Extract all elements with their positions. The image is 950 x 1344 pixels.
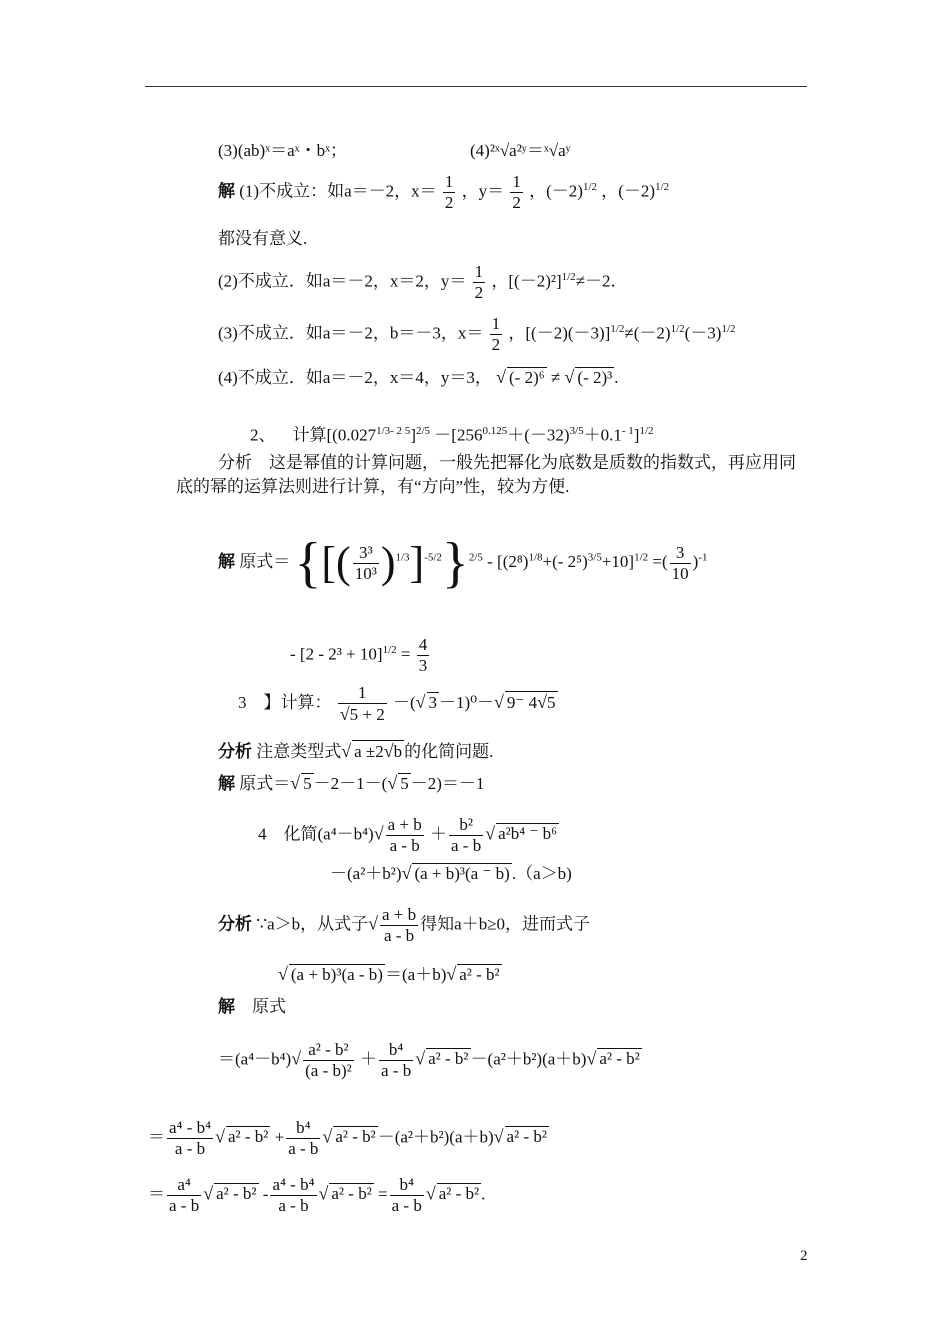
radicand: (a + b)³(a ⁻ b): [414, 864, 510, 883]
radicand-part: 9⁻ 4: [506, 692, 538, 712]
fraction: [167, 1175, 201, 1216]
text: 都没有意义.: [218, 229, 308, 248]
text: +10]: [601, 551, 635, 571]
radical-sign: √: [401, 863, 412, 883]
text: (－3): [684, 323, 722, 343]
fraction: [353, 543, 379, 584]
fraction: [303, 1040, 354, 1081]
analysis-label: 分析: [218, 742, 252, 761]
radicand: 5: [303, 774, 312, 793]
radical-sign: √: [341, 741, 352, 761]
line-20: [218, 1040, 642, 1081]
exponent: - 1: [621, 425, 634, 437]
fraction: [386, 815, 424, 856]
exponent: 2/5: [468, 551, 483, 564]
fraction: [449, 815, 483, 856]
radical-sign: √: [215, 1126, 225, 1147]
num: 4: [418, 635, 428, 654]
text: 底的幂的运算法则进行计算，有“方向”性，较为方便.: [176, 477, 570, 496]
radicand: a² - b²: [335, 1127, 376, 1147]
line-11: [290, 635, 431, 676]
den: a - b: [389, 836, 420, 855]
den: a - b: [391, 1196, 422, 1215]
exponent: 1/2: [721, 322, 736, 335]
line-22: [148, 1175, 485, 1216]
exponent: 3/5: [569, 425, 584, 437]
radicand: a² - b²: [227, 1127, 269, 1147]
line-10: [218, 532, 708, 594]
text: －(: [392, 692, 416, 712]
radical-sign: √: [446, 964, 457, 984]
solution-label: 解: [218, 774, 235, 793]
line-6: [218, 366, 619, 389]
fraction: [167, 1118, 213, 1159]
exponent: -1: [698, 551, 708, 564]
fraction: [380, 905, 418, 946]
radicand: (- 2)⁶: [509, 368, 545, 387]
line-1: [218, 140, 347, 162]
den: 2: [444, 193, 454, 212]
den: 2: [491, 335, 501, 354]
radical-sign: √: [485, 823, 496, 844]
page-number: 2: [800, 1248, 808, 1264]
radicand: a² - b²: [459, 965, 500, 984]
den: a - b: [288, 1139, 319, 1158]
text: -: [262, 1184, 269, 1204]
text: (3)不成立．如a＝－2，b＝－3，x＝: [218, 323, 484, 343]
line-12: [238, 683, 558, 725]
text: +(- 2⁵): [542, 551, 588, 571]
radical-sign: √: [290, 773, 301, 793]
text: +: [274, 1127, 285, 1147]
radical-sign: √: [373, 823, 384, 844]
solution-label: 解: [218, 997, 235, 1016]
num: b⁴: [390, 1175, 424, 1196]
exponent: 1/3: [376, 425, 391, 437]
radical-sign: √: [415, 691, 426, 712]
num: a² - b²: [303, 1040, 354, 1061]
radicand: (- 2)³: [577, 368, 613, 387]
num: 1: [444, 172, 454, 191]
radical-sign: √: [387, 773, 398, 793]
fraction: [417, 635, 430, 676]
exponent: 1/2: [582, 180, 598, 193]
den: 10: [671, 563, 689, 583]
radical-sign: √: [425, 1183, 436, 1204]
text: 分析 这是幂值的计算问题，一般先把幂化为底数是质数的指数式，再应用同: [218, 453, 796, 472]
fraction: [490, 314, 503, 355]
exponent: -5/2: [424, 551, 442, 564]
text: - [(2⁸): [487, 551, 529, 571]
text: ＝: [148, 1184, 165, 1204]
den: 10³: [354, 563, 377, 583]
text: －1)⁰－: [439, 692, 495, 712]
fraction: [510, 172, 523, 213]
text: ＝: [148, 1127, 165, 1147]
radicand: a² - b²: [506, 1127, 547, 1147]
exponent: 0.125: [482, 425, 508, 437]
radicand: a² - b²: [428, 1049, 469, 1069]
den: [338, 704, 387, 725]
radicand-part: a ±2: [354, 742, 384, 761]
den: a - b: [381, 1061, 412, 1080]
text: －(a²＋b²): [330, 864, 402, 883]
text: 得知a＋b≥0，进而式子: [420, 914, 591, 934]
radicand: a² - b²: [438, 1184, 480, 1204]
radicand-part: b: [393, 742, 403, 761]
den: a - b: [383, 926, 415, 945]
fraction: [390, 1175, 424, 1216]
text: －(a²＋b²)(a＋b): [377, 1127, 494, 1147]
exponent: 1/2: [382, 643, 397, 656]
radicand: [505, 691, 558, 713]
num: a + b: [382, 905, 417, 924]
fraction: [338, 683, 387, 725]
line-18: [278, 963, 502, 986]
radical-sign: √: [368, 913, 379, 934]
text: ，[(－2)²]: [491, 271, 562, 291]
text: ≠(－2): [624, 323, 671, 343]
exponent: 1/2: [655, 180, 670, 193]
radicand: a² - b²: [216, 1184, 257, 1204]
right-brace: }: [441, 532, 469, 594]
exponent: 1/2: [610, 322, 625, 335]
radical-sign: √: [318, 1183, 329, 1204]
text: ＋: [430, 824, 448, 844]
den: 3: [418, 656, 428, 675]
fraction: [443, 172, 456, 213]
den: (a - b)²: [305, 1061, 352, 1080]
den: a - b: [451, 836, 482, 855]
text: ＋(－32): [507, 425, 570, 445]
item-number: 4: [258, 824, 267, 844]
num: a⁴ - b⁴: [169, 1118, 212, 1137]
text: ＝(a＋b): [384, 965, 447, 984]
den: 2: [474, 283, 484, 302]
num: b²: [449, 815, 483, 836]
line-5: [218, 314, 736, 355]
num: 3: [670, 543, 691, 564]
den: a - b: [169, 1196, 200, 1215]
line-15: [258, 815, 559, 856]
radical-sign: √: [278, 964, 288, 984]
text: ): [692, 551, 699, 571]
num: 1: [491, 314, 501, 333]
left-paren: (: [336, 538, 351, 587]
num: 1: [512, 172, 521, 191]
text: ≠: [550, 368, 561, 387]
text: ，[(－2)(－3)]: [508, 323, 611, 343]
num: b⁴: [379, 1040, 413, 1061]
radical-sign: √: [291, 1048, 302, 1069]
radical-sign: √: [496, 367, 507, 387]
text: =: [400, 644, 411, 664]
line-17: [218, 905, 590, 946]
text: ＋: [360, 1049, 378, 1069]
line-21: [148, 1118, 549, 1159]
num: b⁴: [286, 1118, 320, 1139]
radical-sign: √: [383, 741, 394, 761]
line-1b: [470, 140, 571, 162]
fraction: [670, 543, 691, 584]
line-4: [218, 262, 628, 303]
text: －[256: [434, 425, 483, 445]
text: .: [614, 368, 619, 387]
num: 1: [474, 262, 484, 281]
formula-4: (4)²ˣ√a²ʸ＝ˣ√aʸ: [470, 141, 571, 160]
line-2: [218, 172, 669, 213]
analysis-label: 分析: [218, 914, 252, 934]
line-9: [176, 476, 569, 498]
radicand: a² - b²: [599, 1049, 640, 1069]
text: 】计算：: [263, 692, 332, 712]
radicand: [352, 740, 404, 762]
num: a + b: [387, 815, 422, 834]
line-13: [218, 740, 493, 763]
exponent: 1/8: [528, 551, 543, 564]
header-rule: [145, 86, 807, 87]
exponent: 2/5: [415, 425, 431, 437]
radical-sign: √: [537, 691, 548, 712]
text: 原式＝: [239, 551, 291, 571]
radicand: 3: [428, 692, 438, 712]
den: a - b: [174, 1139, 206, 1158]
text: －2－1－(: [313, 774, 388, 793]
den: 2: [512, 193, 521, 212]
text: 原式＝: [239, 774, 291, 793]
text: ，(－2): [601, 181, 656, 201]
item-number: 3: [238, 692, 247, 712]
text: (1)不成立：如a＝－2，x＝: [239, 181, 437, 201]
text: ＋0.1: [583, 425, 622, 445]
text: ＝(a⁴－b⁴): [218, 1049, 292, 1069]
right-bracket: ]: [409, 538, 425, 587]
radicand: 5: [400, 774, 409, 793]
den: a - b: [278, 1196, 309, 1215]
text: 原式: [252, 997, 286, 1016]
num: a⁴: [167, 1175, 201, 1196]
radical-sign: √: [586, 1048, 597, 1069]
text: ，(－2): [529, 181, 583, 201]
exponent: 1/2: [561, 270, 576, 283]
radicand: a²b⁴ ⁻ b⁶: [498, 824, 558, 844]
text: ，y＝: [461, 181, 505, 201]
item-number: 2、: [250, 425, 276, 445]
text: ]: [633, 425, 640, 445]
fraction: [286, 1118, 320, 1159]
radicand-part: 5: [547, 692, 556, 712]
text: ≠－2．: [575, 271, 628, 291]
line-7: [250, 420, 654, 447]
solution-label: 解: [218, 181, 235, 201]
formula-3: (3)(ab)ˣ＝aˣ・bˣ；: [218, 141, 347, 160]
left-bracket: [: [321, 538, 337, 587]
radical-sign: √: [415, 1048, 426, 1069]
text: －(a²＋b²)(a＋b): [470, 1049, 587, 1069]
text: 的化简问题.: [404, 742, 494, 761]
line-19: [218, 996, 286, 1018]
line-14: [218, 772, 484, 795]
exponent: 3/5: [587, 551, 602, 564]
radical-sign: √: [493, 1126, 504, 1147]
text: =(: [652, 551, 668, 571]
line-8: [218, 452, 796, 474]
radicand: 5 + 2: [349, 705, 385, 724]
radicand: (a + b)³(a - b): [290, 965, 383, 984]
radical-sign: √: [203, 1183, 214, 1204]
num: a⁴ - b⁴: [272, 1175, 315, 1194]
radical-sign: √: [564, 367, 575, 387]
right-paren: ): [380, 538, 396, 587]
exponent: - 2 5: [390, 425, 411, 437]
line-16: [330, 862, 572, 885]
exponent: 1/2: [639, 425, 654, 437]
num: 3³: [353, 543, 379, 564]
num: 1: [338, 683, 387, 704]
text: - [2 - 2³ + 10]: [290, 644, 383, 664]
text: .: [481, 1184, 486, 1204]
left-brace: {: [294, 532, 322, 594]
fraction: [379, 1040, 413, 1081]
text: ∵a＞b，从式子: [256, 914, 369, 934]
text: =: [378, 1184, 388, 1204]
line-3: [218, 228, 307, 250]
text: －2)＝－1: [410, 774, 485, 793]
fraction: [473, 262, 486, 303]
text: (2)不成立．如a＝－2，x＝2，y＝: [218, 271, 467, 291]
exponent: 1/3: [395, 551, 410, 564]
radical-sign: √: [339, 704, 350, 724]
solution-label: 解: [218, 551, 235, 571]
text: 注意类型式: [256, 742, 342, 761]
text: .（a＞b): [511, 864, 572, 883]
text: (4)不成立．如a＝－2，x＝4，y＝3，: [218, 368, 492, 387]
radical-sign: √: [494, 691, 504, 712]
radicand: a² - b²: [331, 1184, 372, 1204]
text: ]: [410, 425, 416, 445]
radical-sign: √: [322, 1126, 333, 1147]
exponent: 1/2: [634, 551, 649, 564]
text: 化简(a⁴－b⁴): [283, 824, 374, 844]
text: 计算[(0.027: [292, 425, 377, 445]
fraction: [270, 1175, 316, 1216]
exponent: 1/2: [670, 322, 685, 335]
